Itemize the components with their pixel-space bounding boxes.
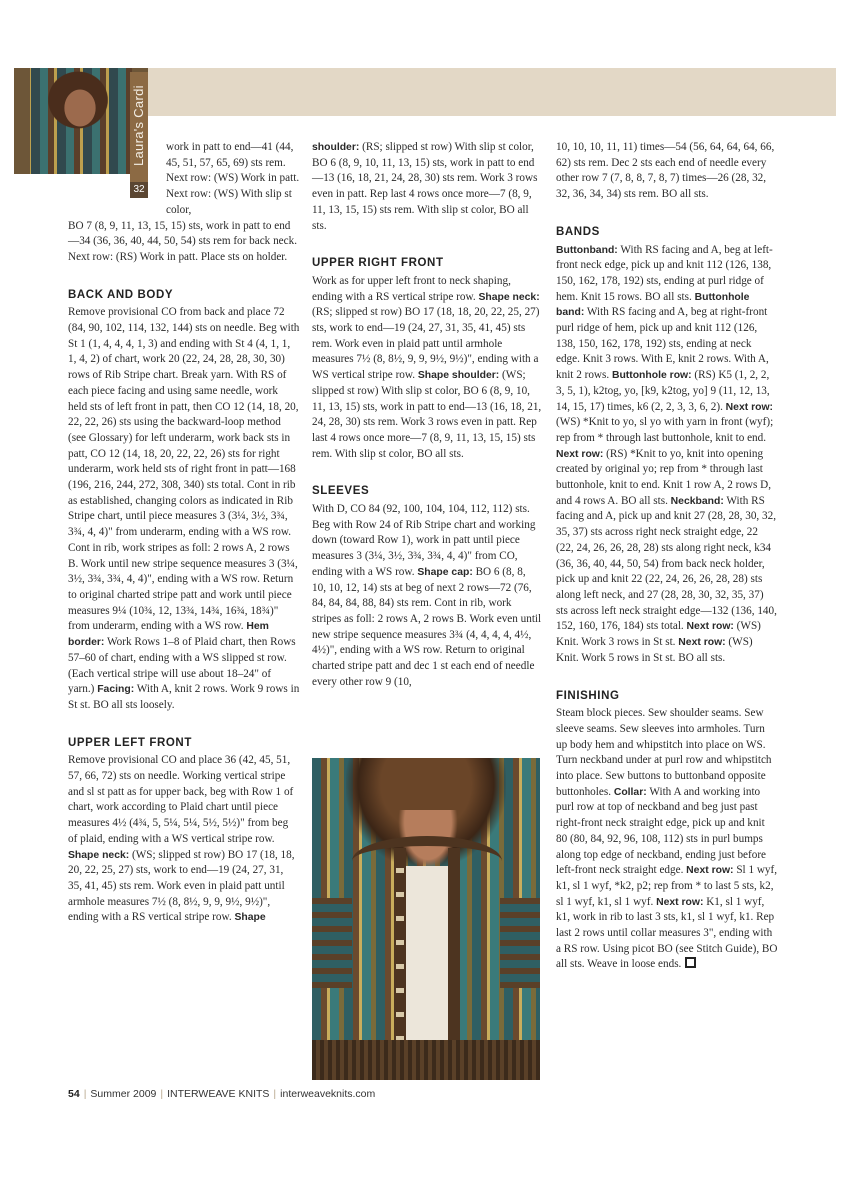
next-row-ws-text: (WS) *Knit to yo, sl yo with yarn in front (wyf); rep from * through last buttonhole, knit to end.: [556, 416, 774, 444]
tab-page-number: 32: [130, 182, 148, 198]
next-row-label: Next row:: [686, 865, 734, 877]
neckband-label: Neckband:: [670, 495, 724, 507]
footer-separator: |: [83, 1088, 87, 1100]
finishing-part-2: With A and working into purl row at top of neckband and beg just past right-front neck straight edge, pick up and knit 80 (80, 84, 92, 96, 108, 112) sts in purl bumps along top edge of neckband, ending just before left-front neck straight edge.: [556, 785, 767, 877]
back-body-part-1: Remove provisional CO from back and place 72 (84, 90, 102, 114, 132, 144) sts on needle. Beg with St 1 (1, 4, 4, 4, 1, 3) and ending with St 4 (4, 1, 1, 1, 4, 2) of chart, work 20 (22, 24, 28, 28, 30, 30) rows of Rib Stripe chart. Break yarn. With RS of each piece facing and using same needle, work held sts of left front in patt, then CO 12 (14, 18, 20, 22, 22, 26) sts using the backward-loop method (see Glossary) for left underarm, work back sts in patt, CO 12 (14, 18, 20, 22, 22, 26) sts for right underarm, work held sts of right front in patt—168 (196, 216, 244, 272, 308, 340) sts total. Cont in rib as established, changing colors as indicated in Rib Stripe chart, until piece measures 3 (3¼, 3½, 3¾, 3¾, 4, 4)" from underarm, ending with a WS row. Cont in rib, work stripes as foll: 2 rows A, 2 rows B. Work until new stripe sequence measures 3 (3¼, 3½, 3¾, 3¾, 4, 4)", ending with a WS row. Return to original charted stripe patt and work until piece measures 9¼ (10¾, 12, 13¾, 14¾, 16¾, 18¾)" from underarm, ending with a WS row.: [68, 306, 300, 633]
shoulder-label: shoulder:: [312, 142, 360, 153]
finishing-text: [556, 706, 778, 973]
shoulder-text: [312, 140, 542, 234]
shape-label: Shape: [234, 912, 266, 924]
facing-label: Facing:: [97, 684, 135, 696]
urf-part-1: Work as for upper left front to neck shaping, ending with a RS vertical stripe row.: [312, 274, 511, 303]
next-row-label: Next row:: [678, 637, 726, 649]
finishing-part-3: Sl 1 wyf, k1, sl 1 wyf, *k2, p2; rep from * to last 5 sts, k2, sl 1 wyf, k1, sl 1 wyf.: [556, 864, 778, 908]
header-band: [120, 68, 836, 116]
sleeves-text: [312, 502, 542, 690]
urf-part-3: (WS; slipped st row) With slip st color, BO 6 (8, 9, 10, 11, 13, 15) sts, work in patt to end—13 (16, 18, 21, 24, 28, 30) sts rem. Work 3 rows even in patt. Rep last 4 rows once more—7 (8, 9, 11, 13, 15, 15) sts rem. With slip st color, BO all sts.: [312, 369, 542, 460]
upper-right-front-heading: UPPER RIGHT FRONT: [312, 257, 444, 270]
upper-right-front-text: [312, 274, 542, 462]
next-row-label: Next row:: [656, 896, 704, 908]
photo-right-sleeve: [500, 898, 540, 988]
neckband-text: With RS facing and A, pick up and knit 27 (28, 28, 30, 32, 35, 37) sts across right neck straight edge, 22 (22, 24, 26, 26, 28, 28) sts along right neck, k34 (36, 36, 40, 44, 50, 54) from back neck holder, pick up and knit 22 (22, 24, 26, 26, 28, 28) sts along left neck, and 27 (28, 28, 30, 32, 35, 37) sts across left neck straight edge—132 (136, 140, 152, 160, 176, 184) sts total.: [556, 494, 777, 633]
finishing-part-4: K1, sl 1 wyf, k1, work in rib to last 3 sts, k1, sl 1 wyf, k1. Rep last 2 rows until collar measures 3", ending with a RS row. Using picot BO (see Stitch Guide), BO all sts. Weave in loose ends.: [556, 895, 778, 971]
footer-issue: Summer 2009: [90, 1088, 157, 1100]
section-tab-label: Laura's Cardi: [131, 85, 146, 166]
urf-shape-neck-label: Shape neck:: [478, 291, 540, 303]
buttonhole-band-text: With RS facing and A, beg at right-front purl ridge of hem, pick up and knit 112 (126, 138, 150, 162, 178, 192) sts, ending at neck edge. Knit 3 rows. With E, knit 2 rows. With A, knit 2 rows.: [556, 306, 769, 382]
buttonband-label: Buttonband:: [556, 244, 618, 256]
finishing-part-1: Steam block pieces. Sew shoulder seams. Sew sleeve seams. Sew sleeves into armholes. Turn up body hem and whipstitch into place on WS. Turn neckband under at purl row and whipstitch into place. Sew buttons to buttonband opposite buttonholes.: [556, 707, 772, 798]
footer-separator: |: [273, 1088, 277, 1100]
footer-url: interweaveknits.com: [280, 1088, 376, 1100]
back-body-part-2: Work Rows 1–8 of Plaid chart, then Rows 57–60 of chart, ending with a WS slipped st row. (Each vertical stripe will use about 18–24" of yarn.): [68, 636, 296, 696]
lead-paragraph-indented: work in patt to end—41 (44, 45, 51, 57, 65, 69) sts rem. Next row: (WS) Work in patt. Next row: (WS) With slip st color,: [166, 141, 300, 216]
hem-border-label: Hem border:: [68, 621, 269, 649]
back-body-part-3: With A, knit 2 rows. Work 9 rows in St st. BO all sts loosely.: [68, 683, 300, 711]
sleeves-part-2: BO 6 (8, 8, 10, 10, 12, 14) sts at beg of next 2 rows—72 (76, 84, 84, 84, 88, 84) sts rem. Cont in rib, work stripes as foll: 2 rows A, 2 rows B. Work even until new stripe sequence measures 3¾ (4, 4, 4, 4, 4½, 4½)", ending with a WS row. Return to original charted stripe patt and dec 1 st each end of needle every other row 9 (10,: [312, 565, 542, 688]
shape-neck-label: Shape neck:: [68, 849, 130, 861]
neckband-text-3: (WS) Knit. Work 5 rows in St st. BO all sts.: [556, 636, 753, 664]
ulf-part-1: Remove provisional CO and place 36 (42, 45, 51, 57, 66, 72) sts on needle. Working vertical stripe and sl st patt as for upper back, beg with Row 1 of chart, work according to Plaid chart until piece measures 4½ (4¾, 5, 5¼, 5¼, 5½, 5½)" from beg of plaid, ending with a WS vertical stripe row.: [68, 754, 294, 845]
photo-rib-hem: [312, 1040, 540, 1080]
shoulder-part-1: (RS; slipped st row) With slip st color, BO 6 (8, 9, 10, 11, 13, 15) sts, work in patt to end—13 (16, 18, 21, 24, 28, 30) sts rem. Work 3 rows even in patt. Rep last 4 rows once more—7 (8, 9, 11, 13, 15, 15) sts rem. With slip st color, BO all sts.: [312, 141, 538, 232]
shape-cap-label: Shape cap:: [417, 566, 473, 578]
next-row-rs-text: (RS) *Knit to yo, knit into opening created by original yo; rep from * through last buttonhole, knit to end. Knit 1 row A, 2 rows D, and 4 rows A. BO all sts.: [556, 447, 772, 507]
back-and-body-heading: BACK AND BODY: [68, 288, 174, 301]
lead-paragraph: BO 7 (8, 9, 11, 13, 15, 15) sts, work in patt to end—34 (36, 36, 40, 44, 50, 54) sts rem for back neck. Next row: (RS) Work in patt. Place sts on holder.: [68, 219, 297, 263]
urf-shape-shoulder-label: Shape shoulder:: [417, 370, 500, 382]
end-square-icon: [685, 957, 696, 968]
neckband-text-2: (WS) Knit. Work 3 rows in St st.: [556, 620, 761, 649]
ulf-part-2: (WS; slipped st row) BO 17 (18, 18, 20, 22, 25, 27) sts, work to end—19 (24, 27, 31, 35, 41, 45) sts rem. Work even in plaid patt until armhole measures 7½ (8, 8½, 9, 9, 9½, 9½)", ending with a RS vertical stripe row.: [68, 848, 295, 924]
buttonhole-row-text: (RS) K5 (1, 2, 2, 3, 5, 1), k2tog, yo, [k9, k2tog, yo] 9 (11, 12, 13, 14, 15, 17) times, k6 (2, 2, 3, 3, 6, 2).: [556, 369, 770, 413]
bands-heading: BANDS: [556, 225, 600, 238]
upper-left-front-text: [68, 753, 300, 926]
footer-separator: |: [160, 1088, 164, 1100]
urf-part-2: (RS; slipped st row) BO 17 (18, 18, 20, 22, 25, 27) sts, work to end—19 (24, 27, 31, 35, 41, 45) sts rem. Work even in plaid patt until armhole measures 7½ (8, 8½, 9, 9, 9½, 9½)", ending with a WS vertical stripe row.: [312, 306, 540, 382]
page-footer: [68, 1088, 375, 1100]
next-row-label: Next row:: [556, 448, 604, 460]
next-row-label: Next row:: [725, 401, 774, 413]
footer-magazine: INTERWEAVE KNITS: [167, 1088, 270, 1100]
sleeves-continued-text: 10, 10, 10, 11, 11) times—54 (56, 64, 64, 64, 66, 62) sts rem. Dec 2 sts each end of needle every other row 7 (7, 8, 8, 7, 8, 7) times—26 (28, 32, 32, 36, 34, 34) sts rem. BO all sts.: [556, 141, 775, 201]
column-2: [312, 140, 542, 691]
footer-page-number: 54: [68, 1088, 80, 1100]
photo-left-sleeve: [312, 898, 352, 988]
back-and-body-text: [68, 305, 300, 713]
buttonhole-row-label: Buttonhole row:: [611, 370, 692, 382]
column-3: [556, 140, 778, 973]
next-row-label: Next row:: [686, 621, 734, 633]
column-1: [68, 140, 300, 926]
bands-text: [556, 243, 778, 667]
buttonband-text: With RS facing and A, beg at left-front neck edge, pick up and knit 112 (126, 138, 150, 162, 178, 192) sts, ending at purl ridge of hem. Knit 15 rows. BO all sts.: [556, 243, 773, 303]
sleeves-heading: SLEEVES: [312, 485, 370, 498]
upper-left-front-heading: UPPER LEFT FRONT: [68, 736, 192, 749]
finishing-heading: FINISHING: [556, 689, 620, 702]
buttonhole-band-label: Buttonhole band:: [556, 291, 750, 319]
cardigan-photo: [312, 758, 540, 1080]
sleeves-part-1: With D, CO 84 (92, 100, 104, 104, 112, 112) sts. Beg with Row 24 of Rib Stripe chart and working down (toward Row 1), work in patt until piece measures 3 (3¼, 3½, 3¾, 3¾, 4, 4)" from CO, ending with a WS row.: [312, 503, 536, 578]
collar-label: Collar:: [613, 786, 647, 798]
